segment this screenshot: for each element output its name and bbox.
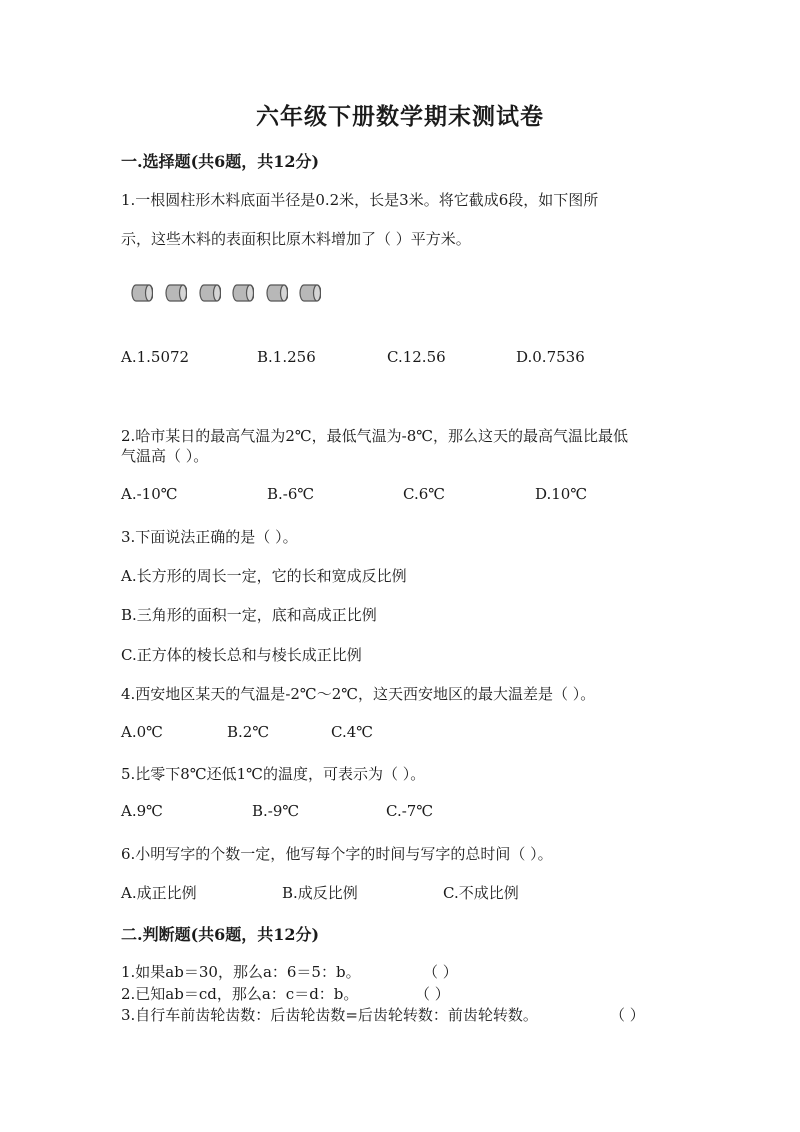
question-6-option-c[interactable]: C.不成比例 [443,884,519,902]
question-3-option-a[interactable]: A.长方形的周长一定，它的长和宽成反比例 [121,567,407,585]
question-4-option-c[interactable]: C.4℃ [331,723,374,741]
question-5-option-a[interactable]: A.9℃ [121,802,163,820]
judgment-item-1-answer-blank[interactable]: （ ） [423,963,458,981]
judgment-item-3-answer-blank[interactable]: （ ） [610,1006,645,1024]
question-2-line-1: 2.哈市某日的最高气温为2℃，最低气温为-8℃，那么这天的最高气温比最低 [121,427,629,445]
question-1-option-c[interactable]: C.12.56 [387,348,446,366]
question-2-option-a[interactable]: A.-10℃ [121,485,178,503]
question-6-option-b[interactable]: B.成反比例 [282,884,358,902]
page-title: 六年级下册数学期末测试卷 [256,103,544,130]
question-2-line-2: 气温高（ ）。 [121,447,209,465]
section-heading-choice: 一.选择题(共6题，共12分) [121,152,320,171]
cylinder-piece-icon [131,283,153,303]
question-4-option-b[interactable]: B.2℃ [227,723,270,741]
question-2-option-c[interactable]: C.6℃ [403,485,446,503]
question-6-line-1: 6.小明写字的个数一定，他写每个字的时间与写字的总时间（ ）。 [121,845,553,863]
question-2-option-d[interactable]: D.10℃ [535,485,588,503]
question-1-option-a[interactable]: A.1.5072 [121,348,190,366]
cylinder-piece-icon [232,283,254,303]
question-1-figure [131,283,331,305]
question-3-option-b[interactable]: B.三角形的面积一定，底和高成正比例 [121,606,377,624]
judgment-item-1: 1.如果ab＝30，那么a：6＝5：b。 [121,963,361,981]
question-2-option-b[interactable]: B.-6℃ [267,485,315,503]
judgment-item-2-answer-blank[interactable]: （ ） [415,985,450,1003]
cylinder-piece-icon [299,283,321,303]
question-1-option-b[interactable]: B.1.256 [257,348,316,366]
question-1-line-2: 示，这些木料的表面积比原木料增加了（ ）平方米。 [121,230,471,248]
cylinder-piece-icon [165,283,187,303]
judgment-item-2: 2.已知ab＝cd，那么a：c＝d：b。 [121,985,359,1003]
cylinder-piece-icon [266,283,288,303]
question-4-line-1: 4.西安地区某天的气温是-2℃～2℃，这天西安地区的最大温差是（ ）。 [121,685,596,703]
question-1-option-d[interactable]: D.0.7536 [516,348,585,366]
question-3-line-1: 3.下面说法正确的是（ ）。 [121,528,298,546]
question-5-option-b[interactable]: B.-9℃ [252,802,300,820]
cylinder-piece-icon [199,283,221,303]
question-3-option-c[interactable]: C.正方体的棱长总和与棱长成正比例 [121,646,362,664]
question-5-option-c[interactable]: C.-7℃ [386,802,434,820]
section-heading-judgment: 二.判断题(共6题，共12分) [121,925,320,944]
question-5-line-1: 5.比零下8℃还低1℃的温度，可表示为（ ）。 [121,765,426,783]
question-1-line-1: 1.一根圆柱形木料底面半径是0.2米，长是3米。将它截成6段，如下图所 [121,191,599,209]
question-4-option-a[interactable]: A.0℃ [121,723,163,741]
question-6-option-a[interactable]: A.成正比例 [121,884,197,902]
judgment-item-3: 3.自行车前齿轮齿数：后齿轮齿数=后齿轮转数：前齿轮转数。 [121,1006,538,1024]
